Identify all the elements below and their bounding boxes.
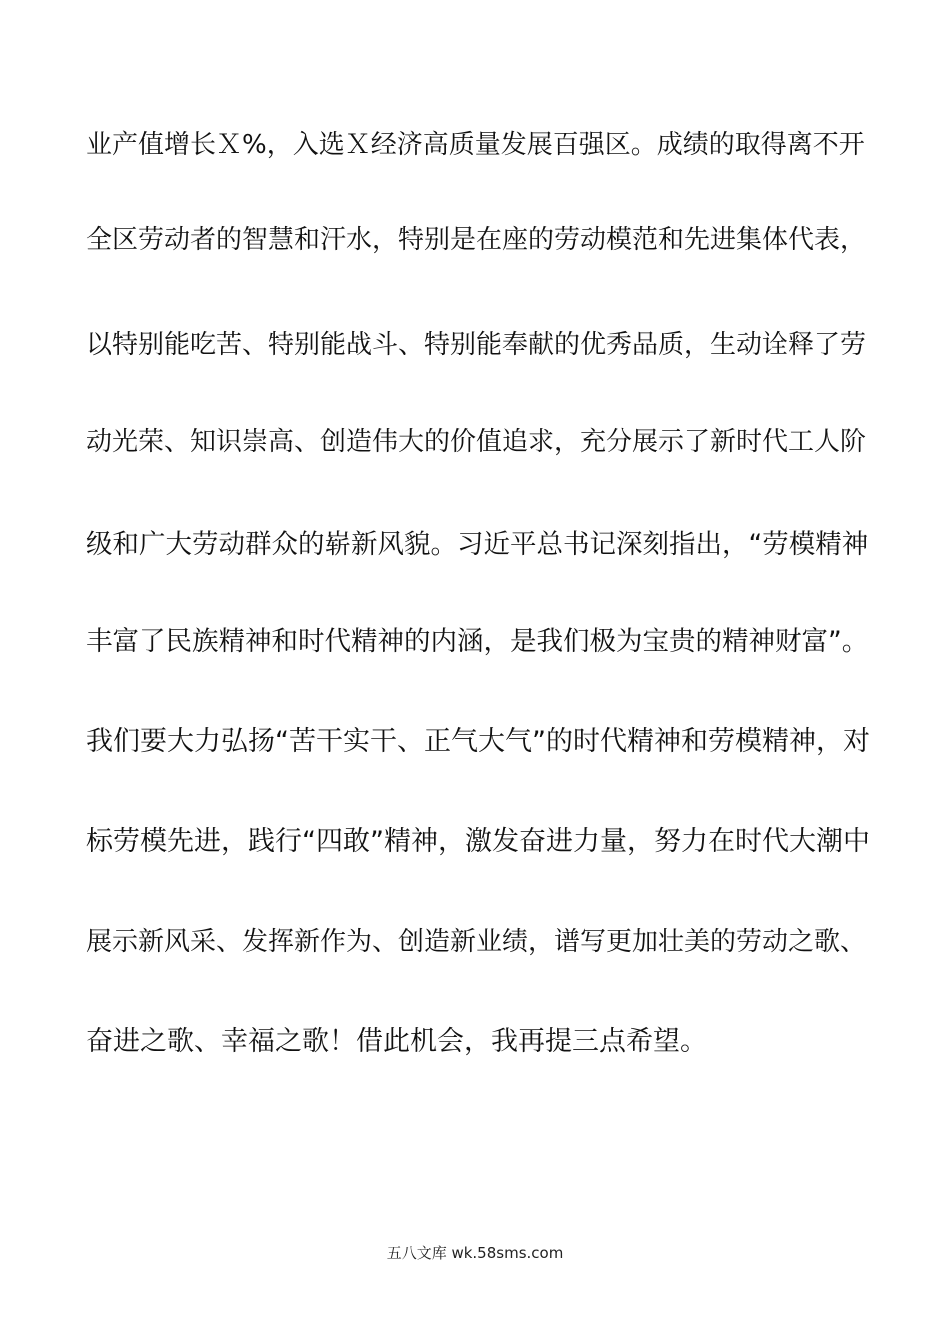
text-line-8: 标劳模先进，践行“四敢”精神，激发奋进力量，努力在时代大潮中 (86, 826, 870, 857)
text-line-9: 展示新风采、发挥新作为、创造新业绩，谱写更加壮美的劳动之歌、 (86, 927, 867, 957)
text-line-2: 全区劳动者的智慧和汗水，特别是在座的劳动模范和先进集体代表， (86, 225, 867, 255)
text-line-3: 以特别能吃苦、特别能战斗、特别能奉献的优秀品质，生动诠释了劳 (86, 330, 867, 360)
text-line-4: 动光荣、知识崇高、创造伟大的价值追求，充分展示了新时代工人阶 (86, 427, 867, 457)
text-line-10: 奋进之歌、幸福之歌！借此机会，我再提三点希望。 (86, 1026, 707, 1057)
text-line-5: 级和广大劳动群众的崭新风貌。习近平总书记深刻指出，“劳模精神 (86, 529, 869, 560)
text-line-6: 丰富了民族精神和时代精神的内涵，是我们极为宝贵的精神财富”。 (86, 626, 869, 657)
footer-watermark: 五八文库 wk.58sms.com (386, 1244, 564, 1262)
text-line-1: 业产值增长Ｘ%，入选Ｘ经济高质量发展百强区。成绩的取得离不开 (86, 130, 865, 160)
text-line-7: 我们要大力弘扬“苦干实干、正气大气”的时代精神和劳模精神，对 (86, 726, 870, 757)
